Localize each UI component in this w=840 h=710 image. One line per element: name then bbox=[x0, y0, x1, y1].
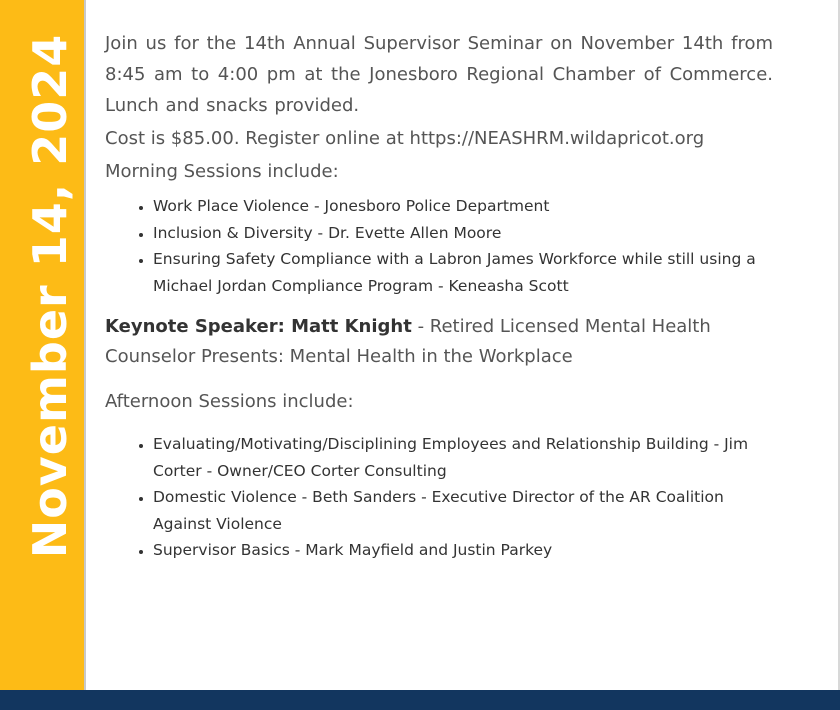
sidebar-divider bbox=[84, 0, 86, 690]
event-date-vertical: November 14, 2024 bbox=[23, 33, 77, 559]
morning-heading: Morning Sessions include: bbox=[105, 161, 339, 182]
footer-band bbox=[0, 690, 840, 710]
list-item: • Evaluating/Motivating/Disciplining Employees and Relationship Building - Jim Corter - Owner/CEO Corter Consulting bbox=[153, 431, 773, 484]
flyer-content bbox=[105, 28, 773, 564]
keynote-speaker-label: Keynote Speaker: Matt Knight bbox=[105, 316, 412, 337]
keynote-paragraph bbox=[105, 312, 773, 372]
date-sidebar bbox=[0, 0, 84, 690]
list-item: • Inclusion & Diversity - Dr. Evette Allen Moore bbox=[153, 220, 773, 247]
morning-session-list bbox=[105, 193, 773, 299]
list-item: • Supervisor Basics - Mark Mayfield and Justin Parkey bbox=[153, 537, 773, 564]
afternoon-heading: Afternoon Sessions include: bbox=[105, 391, 354, 412]
keynote-description: - Retired Licensed Mental Health Counselor Presents: Mental Health in the Workplace bbox=[105, 316, 711, 367]
list-item: • Ensuring Safety Compliance with a Labron James Workforce while still using a Michael Jordan Compliance Program - Keneasha Scott bbox=[153, 246, 773, 299]
list-item: • Domestic Violence - Beth Sanders - Executive Director of the AR Coalition Against Violence bbox=[153, 484, 773, 537]
list-item: • Work Place Violence - Jonesboro Police Department bbox=[153, 193, 773, 220]
afternoon-session-list bbox=[105, 431, 773, 564]
cost-line: Cost is $85.00. Register online at https://NEASHRM.wildapricot.org bbox=[105, 128, 705, 149]
intro-paragraph: Join us for the 14th Annual Supervisor Seminar on November 14th from 8:45 am to 4:00 pm at the Jonesboro Regional Chamber of Commerce. Lunch and snacks provided. bbox=[105, 33, 773, 116]
